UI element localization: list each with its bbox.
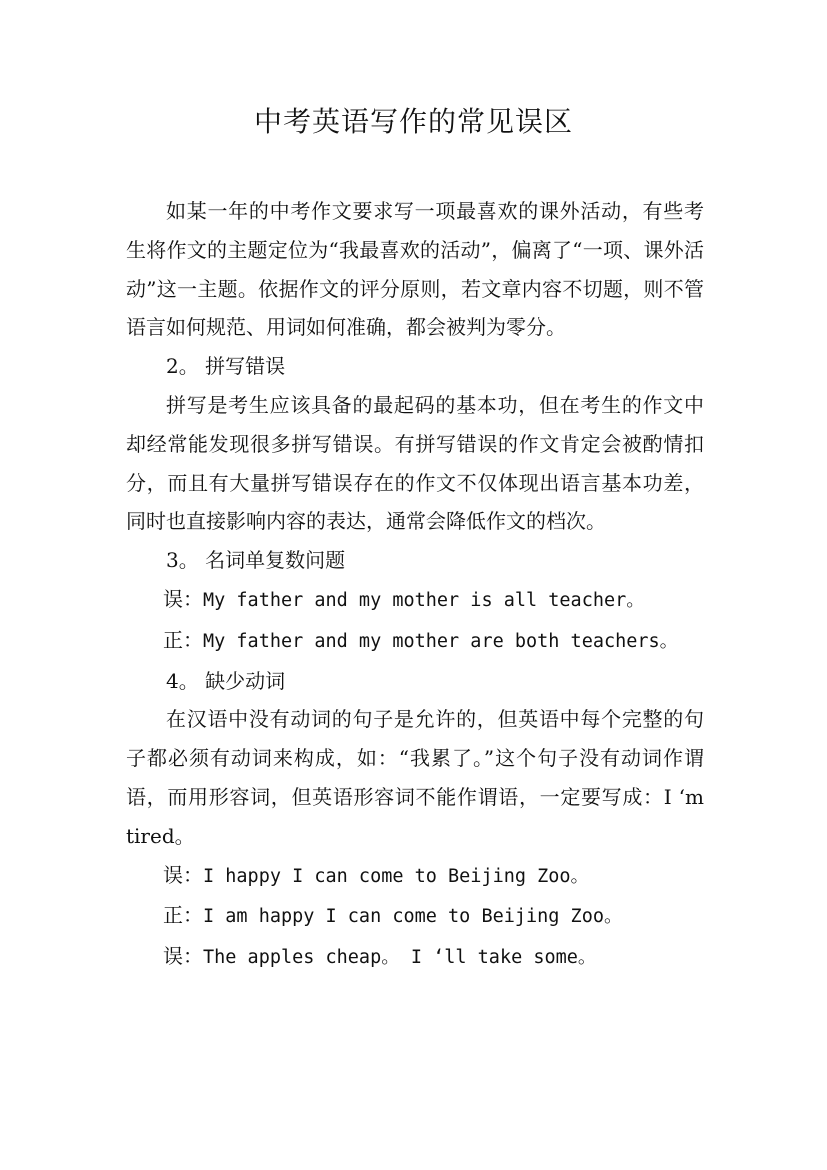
example-label: 正：	[163, 903, 203, 928]
example-correct-2	[126, 896, 704, 937]
example-text: I am happy I can come to Beijing Zoo。	[203, 906, 623, 928]
paragraph-intro: 如某一年的中考作文要求写一项最喜欢的课外活动，有些考生将作文的主题定位为“我最喜欢的活动”，偏离了“一项、课外活动”这一主题。依据作文的评分原则，若文章内容不切题，则不管语言如何规范、用词如何准确，都会被判为零分。	[126, 199, 704, 340]
section-heading-spelling: 2。 拼写错误	[166, 354, 286, 379]
paragraph-verb: 在汉语中没有动词的句子是允许的，但英语中每个完整的句子都必须有动词来构成，如：“我累了。”这个句子没有动词作谓语，而用形容词，但英语形容词不能作谓语，一定要写成：I ‘m tired。	[126, 707, 704, 848]
example-text: I happy I can come to Beijing Zoo。	[203, 865, 590, 887]
example-label: 正：	[163, 627, 203, 652]
document-body	[126, 192, 704, 978]
example-label: 误：	[163, 944, 203, 969]
example-wrong-1	[126, 580, 704, 621]
example-label: 误：	[163, 586, 203, 611]
section-heading-verb: 4。 缺少动词	[166, 668, 286, 693]
example-text: My father and my mother is all teacher。	[203, 589, 645, 611]
example-wrong-2	[126, 856, 704, 897]
example-label: 误：	[163, 862, 203, 887]
example-text: The apples cheap。 I ‘ll take some。	[203, 947, 597, 969]
example-wrong-3	[126, 937, 704, 978]
section-heading-plural: 3。 名词单复数问题	[166, 548, 346, 573]
example-text: My father and my mother are both teachers。	[203, 630, 679, 652]
document-title: 中考英语写作的常见误区	[253, 105, 573, 138]
example-correct-1	[126, 621, 704, 662]
paragraph-spelling: 拼写是考生应该具备的最起码的基本功，但在考生的作文中却经常能发现很多拼写错误。有拼写错误的作文肯定会被酌情扣分，而且有大量拼写错误存在的作文不仅体现出语言基本功差，同时也直接影响内容的表达，通常会降低作文的档次。	[126, 392, 704, 534]
